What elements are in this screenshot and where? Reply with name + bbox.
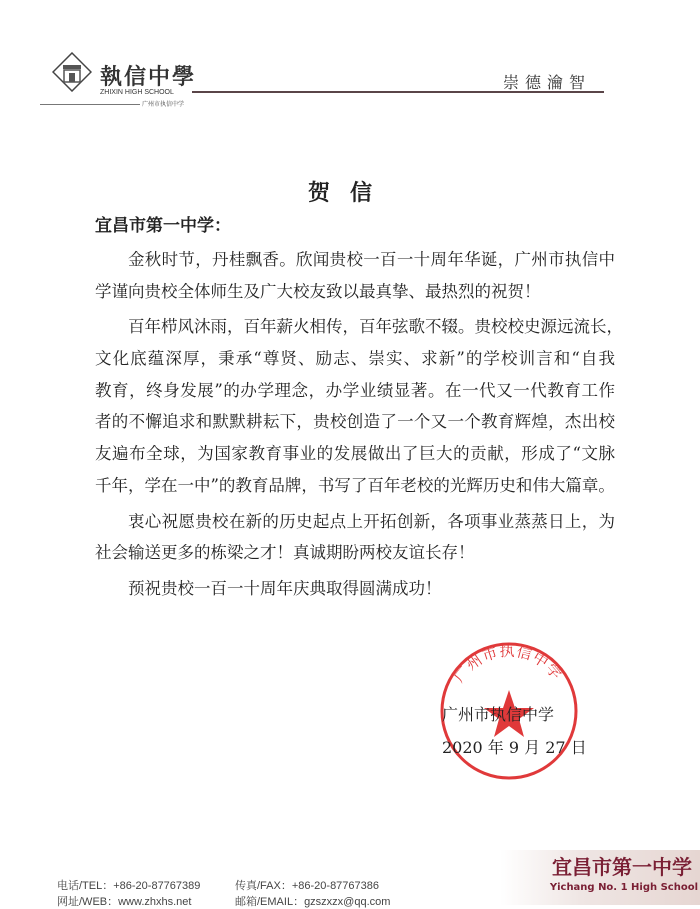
paragraph-line: 学谨向贵校全体师生及广大校友致以最真挚、最热烈的祝贺！ (95, 281, 541, 301)
signature: 广州市执信中学 (442, 705, 555, 724)
partner-name-cn: 宜昌市第一中学 (552, 855, 692, 879)
paragraph-line: 友遍布全球，为国家教育事业的发展做出了巨大的贡献，形成了“文脉 (95, 444, 615, 464)
svg-text:广州市执信中学 (450, 642, 566, 686)
paragraph-line: 者的不懈追求和默默耕耘下，贵校创造了一个又一个教育辉煌，杰出校 (95, 412, 615, 432)
seal-text: 广州市执信中学 (449, 641, 567, 686)
letter-date: 2020 年 9 月 27 日 (442, 738, 587, 757)
divider (40, 104, 140, 105)
paragraph-line: 预祝贵校一百一十周年庆典取得圆满成功！ (128, 578, 442, 598)
paragraph-line: 社会输送更多的栋梁之才！真诚期盼两校友谊长存！ (95, 543, 475, 563)
partner-name-en: Yichang No. 1 High School (549, 882, 698, 893)
footer-email[interactable]: 邮箱/EMAIL：gzszxzx@qq.com (235, 896, 391, 908)
paragraph-line: 百年栉风沐雨，百年薪火相传，百年弦歌不辍。贵校校史源远流长， (128, 317, 623, 337)
paragraph-line: 教育，终身发展”的办学理念，办学业绩显著。在一代又一代教育工作 (95, 380, 615, 400)
school-logo-icon (52, 52, 92, 92)
salutation: 宜昌市第一中学： (95, 216, 231, 236)
school-name-cn: 執信中學 (100, 64, 197, 90)
paragraph-line: 千年，学在一中”的教育品牌，书写了百年老校的光辉历史和伟大篇章。 (95, 475, 615, 495)
footer-fax: 传真/FAX：+86-20-87767386 (235, 880, 380, 892)
school-motto: 崇德瀹智 (503, 73, 592, 92)
letter-body (95, 244, 623, 605)
paragraph-line: 文化底蕴深厚，秉承“尊贤、励志、崇实、求新”的学校训言和“自我 (95, 349, 615, 369)
paragraph-line: 金秋时节，丹桂飘香。欣闻贵校一百一十周年华诞，广州市执信中 (128, 250, 615, 269)
school-subname: 广州市执信中学 (142, 101, 185, 108)
letter-title: 贺信 (307, 180, 392, 206)
paragraph-line: 衷心祝愿贵校在新的历史起点上开拓创新，各项事业蒸蒸日上，为 (128, 511, 615, 531)
footer-tel: 电话/TEL：+86-20-87767389 (57, 880, 201, 892)
school-name-en: ZHIXIN HIGH SCHOOL (100, 89, 174, 96)
footer-web[interactable]: 网址/WEB：www.zhxhs.net (57, 896, 192, 908)
